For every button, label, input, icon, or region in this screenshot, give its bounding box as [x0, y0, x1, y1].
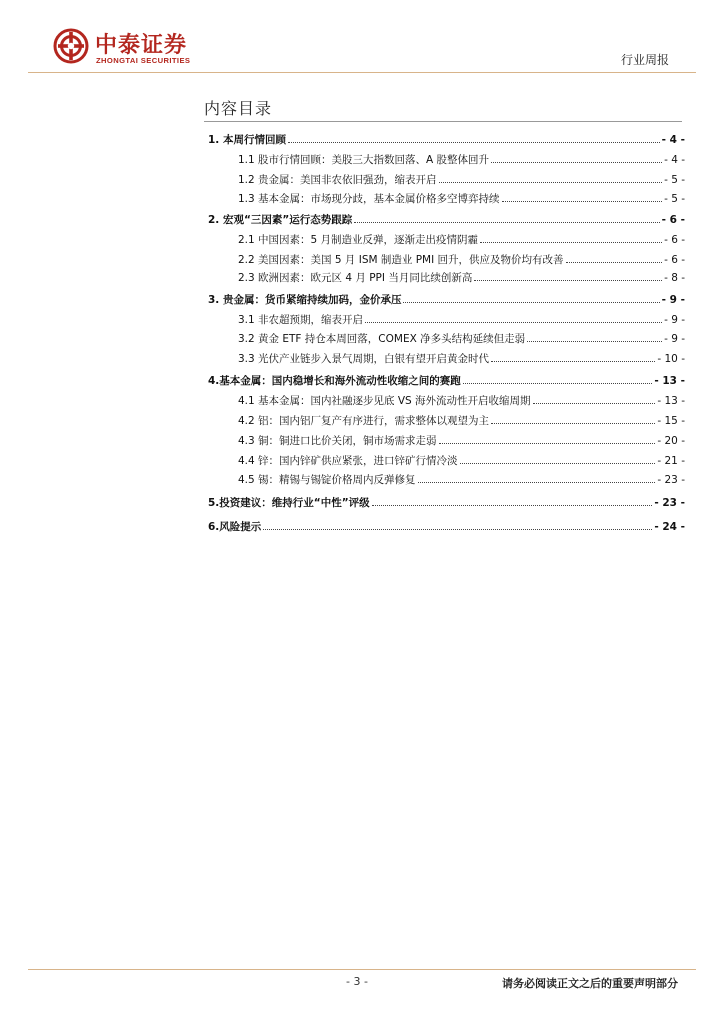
toc-entry-label: 1.2 贵金属：美国非农依旧强劲，缩表开启 — [238, 174, 437, 186]
toc-entry[interactable] — [238, 232, 685, 250]
toc-leader-dots — [288, 134, 660, 143]
toc-entry[interactable] — [238, 331, 685, 349]
toc-title-divider — [204, 121, 682, 122]
toc-entry-page: - 13 - — [657, 395, 685, 407]
toc-entry-label: 4.1 基本金属：国内社融逐步见底 VS 海外流动性开启收缩周期 — [238, 395, 531, 407]
toc-leader-dots — [263, 521, 652, 530]
toc-entry[interactable] — [208, 132, 685, 150]
toc-entry-label: 4.2 铝：国内铝厂复产有序进行，需求整体以观望为主 — [238, 415, 490, 427]
page-header — [0, 0, 724, 80]
toc-entry-page: - 24 - — [654, 521, 685, 533]
toc-entry[interactable] — [238, 270, 685, 288]
toc-entry-page: - 9 - — [664, 333, 685, 345]
toc-entry-label: 4.4 锌：国内锌矿供应紧张，进口锌矿行情冷淡 — [238, 455, 458, 467]
toc-entry-page: - 23 - — [654, 497, 685, 509]
toc-leader-dots — [527, 333, 662, 342]
toc-entry-label: 3.3 光伏产业链步入景气周期，白银有望开启黄金时代 — [238, 353, 490, 365]
header-divider — [28, 72, 696, 73]
report-type: 行业周报 — [620, 53, 669, 67]
footer-disclaimer: 请务必阅读正文之后的重要声明部分 — [502, 977, 678, 990]
toc-entry[interactable] — [208, 519, 685, 537]
toc-leader-dots — [418, 474, 656, 483]
toc-entry-page: - 5 - — [664, 193, 685, 205]
toc-entry-label: 4.5 锡：精锡与锡锭价格周内反弹修复 — [238, 474, 416, 486]
toc-entry-page: - 4 - — [661, 134, 685, 146]
toc-entry-label: 3. 贵金属：货币紧缩持续加码，金价承压 — [208, 294, 402, 306]
toc-entry-label: 2.3 欧洲因素：欧元区 4 月 PPI 当月同比续创新高 — [238, 272, 473, 284]
toc-entry[interactable] — [208, 373, 685, 391]
zhongtai-logo-icon — [53, 28, 89, 64]
toc-entry-label: 1. 本周行情回顾 — [208, 134, 286, 146]
toc-entry[interactable] — [238, 252, 685, 270]
toc-entry[interactable] — [238, 191, 685, 209]
company-logo — [53, 28, 223, 72]
toc-entry-page: - 15 - — [657, 415, 685, 427]
toc-entry-page: - 6 - — [664, 234, 685, 246]
toc-leader-dots — [439, 174, 663, 183]
toc-leader-dots — [491, 353, 655, 362]
toc-leader-dots — [439, 435, 656, 444]
toc-entry-page: - 21 - — [657, 455, 685, 467]
toc-entry-page: - 9 - — [661, 294, 685, 306]
footer-divider — [28, 969, 696, 970]
toc-entry-page: - 23 - — [657, 474, 685, 486]
toc-entry[interactable] — [208, 212, 685, 230]
toc-entry[interactable] — [238, 472, 685, 490]
toc-entry-page: - 9 - — [664, 314, 685, 326]
toc-leader-dots — [463, 375, 653, 384]
toc-entry[interactable] — [238, 351, 685, 369]
toc-entry-label: 3.1 非农超预期，缩表开启 — [238, 314, 364, 326]
toc-entry-label: 5.投资建议：维持行业“中性”评级 — [208, 497, 370, 509]
toc-entry[interactable] — [208, 292, 685, 310]
toc-leader-dots — [491, 154, 662, 163]
toc-entry[interactable] — [238, 312, 685, 330]
toc-entry-page: - 8 - — [664, 272, 685, 284]
toc-leader-dots — [372, 497, 653, 506]
toc-entry-page: - 6 - — [664, 254, 685, 266]
toc-entry-page: - 6 - — [661, 214, 685, 226]
toc-leader-dots — [365, 314, 662, 323]
toc-entry[interactable] — [238, 453, 685, 471]
toc-entry-label: 3.2 黄金 ETF 持仓本周回落，COMEX 净多头结构延续但走弱 — [238, 333, 526, 345]
toc-leader-dots — [354, 214, 659, 223]
brand-name-en: ZHONGTAI SECURITIES — [96, 56, 191, 65]
toc-leader-dots — [460, 455, 656, 464]
page-number: - 3 - — [346, 975, 368, 988]
toc-leader-dots — [502, 193, 663, 202]
toc-entry-label: 2.2 美国因素：美国 5 月 ISM 制造业 PMI 回升，供应及物价均有改善 — [238, 254, 564, 266]
toc-entry-page: - 13 - — [654, 375, 685, 387]
toc-entry[interactable] — [238, 393, 685, 411]
toc-leader-dots — [533, 395, 656, 404]
toc-leader-dots — [566, 254, 663, 263]
toc-entry-page: - 5 - — [664, 174, 685, 186]
toc-entry-label: 4.3 铜：铜进口比价关闭，铜市场需求走弱 — [238, 435, 437, 447]
toc-entry-label: 2.1 中国因素：5 月制造业反弹，逐渐走出疫情阴霾 — [238, 234, 479, 246]
toc-leader-dots — [474, 272, 662, 281]
toc-entry[interactable] — [238, 413, 685, 431]
toc-entry-page: - 20 - — [657, 435, 685, 447]
toc-entry-label: 2. 宏观“三因素”运行态势跟踪 — [208, 214, 353, 226]
toc-entry[interactable] — [238, 172, 685, 190]
toc-leader-dots — [491, 415, 655, 424]
toc-entry-label: 1.3 基本金属：市场现分歧，基本金属价格多空博弈持续 — [238, 193, 500, 205]
brand-name-cn: 中泰证券 — [95, 33, 188, 58]
toc-entry-page: - 10 - — [657, 353, 685, 365]
toc-entry-label: 1.1 股市行情回顾：美股三大指数回落、A 股整体回升 — [238, 154, 490, 166]
toc-title: 内容目录 — [204, 99, 273, 118]
toc-entry[interactable] — [238, 152, 685, 170]
toc-entry[interactable] — [208, 495, 685, 513]
toc-entry-label: 4.基本金属：国内稳增长和海外流动性收缩之间的赛跑 — [208, 375, 461, 387]
toc-leader-dots — [480, 234, 662, 243]
toc-leader-dots — [403, 294, 659, 303]
toc-entry-page: - 4 - — [664, 154, 685, 166]
toc-entry[interactable] — [238, 433, 685, 451]
toc-entry-label: 6.风险提示 — [208, 521, 262, 533]
